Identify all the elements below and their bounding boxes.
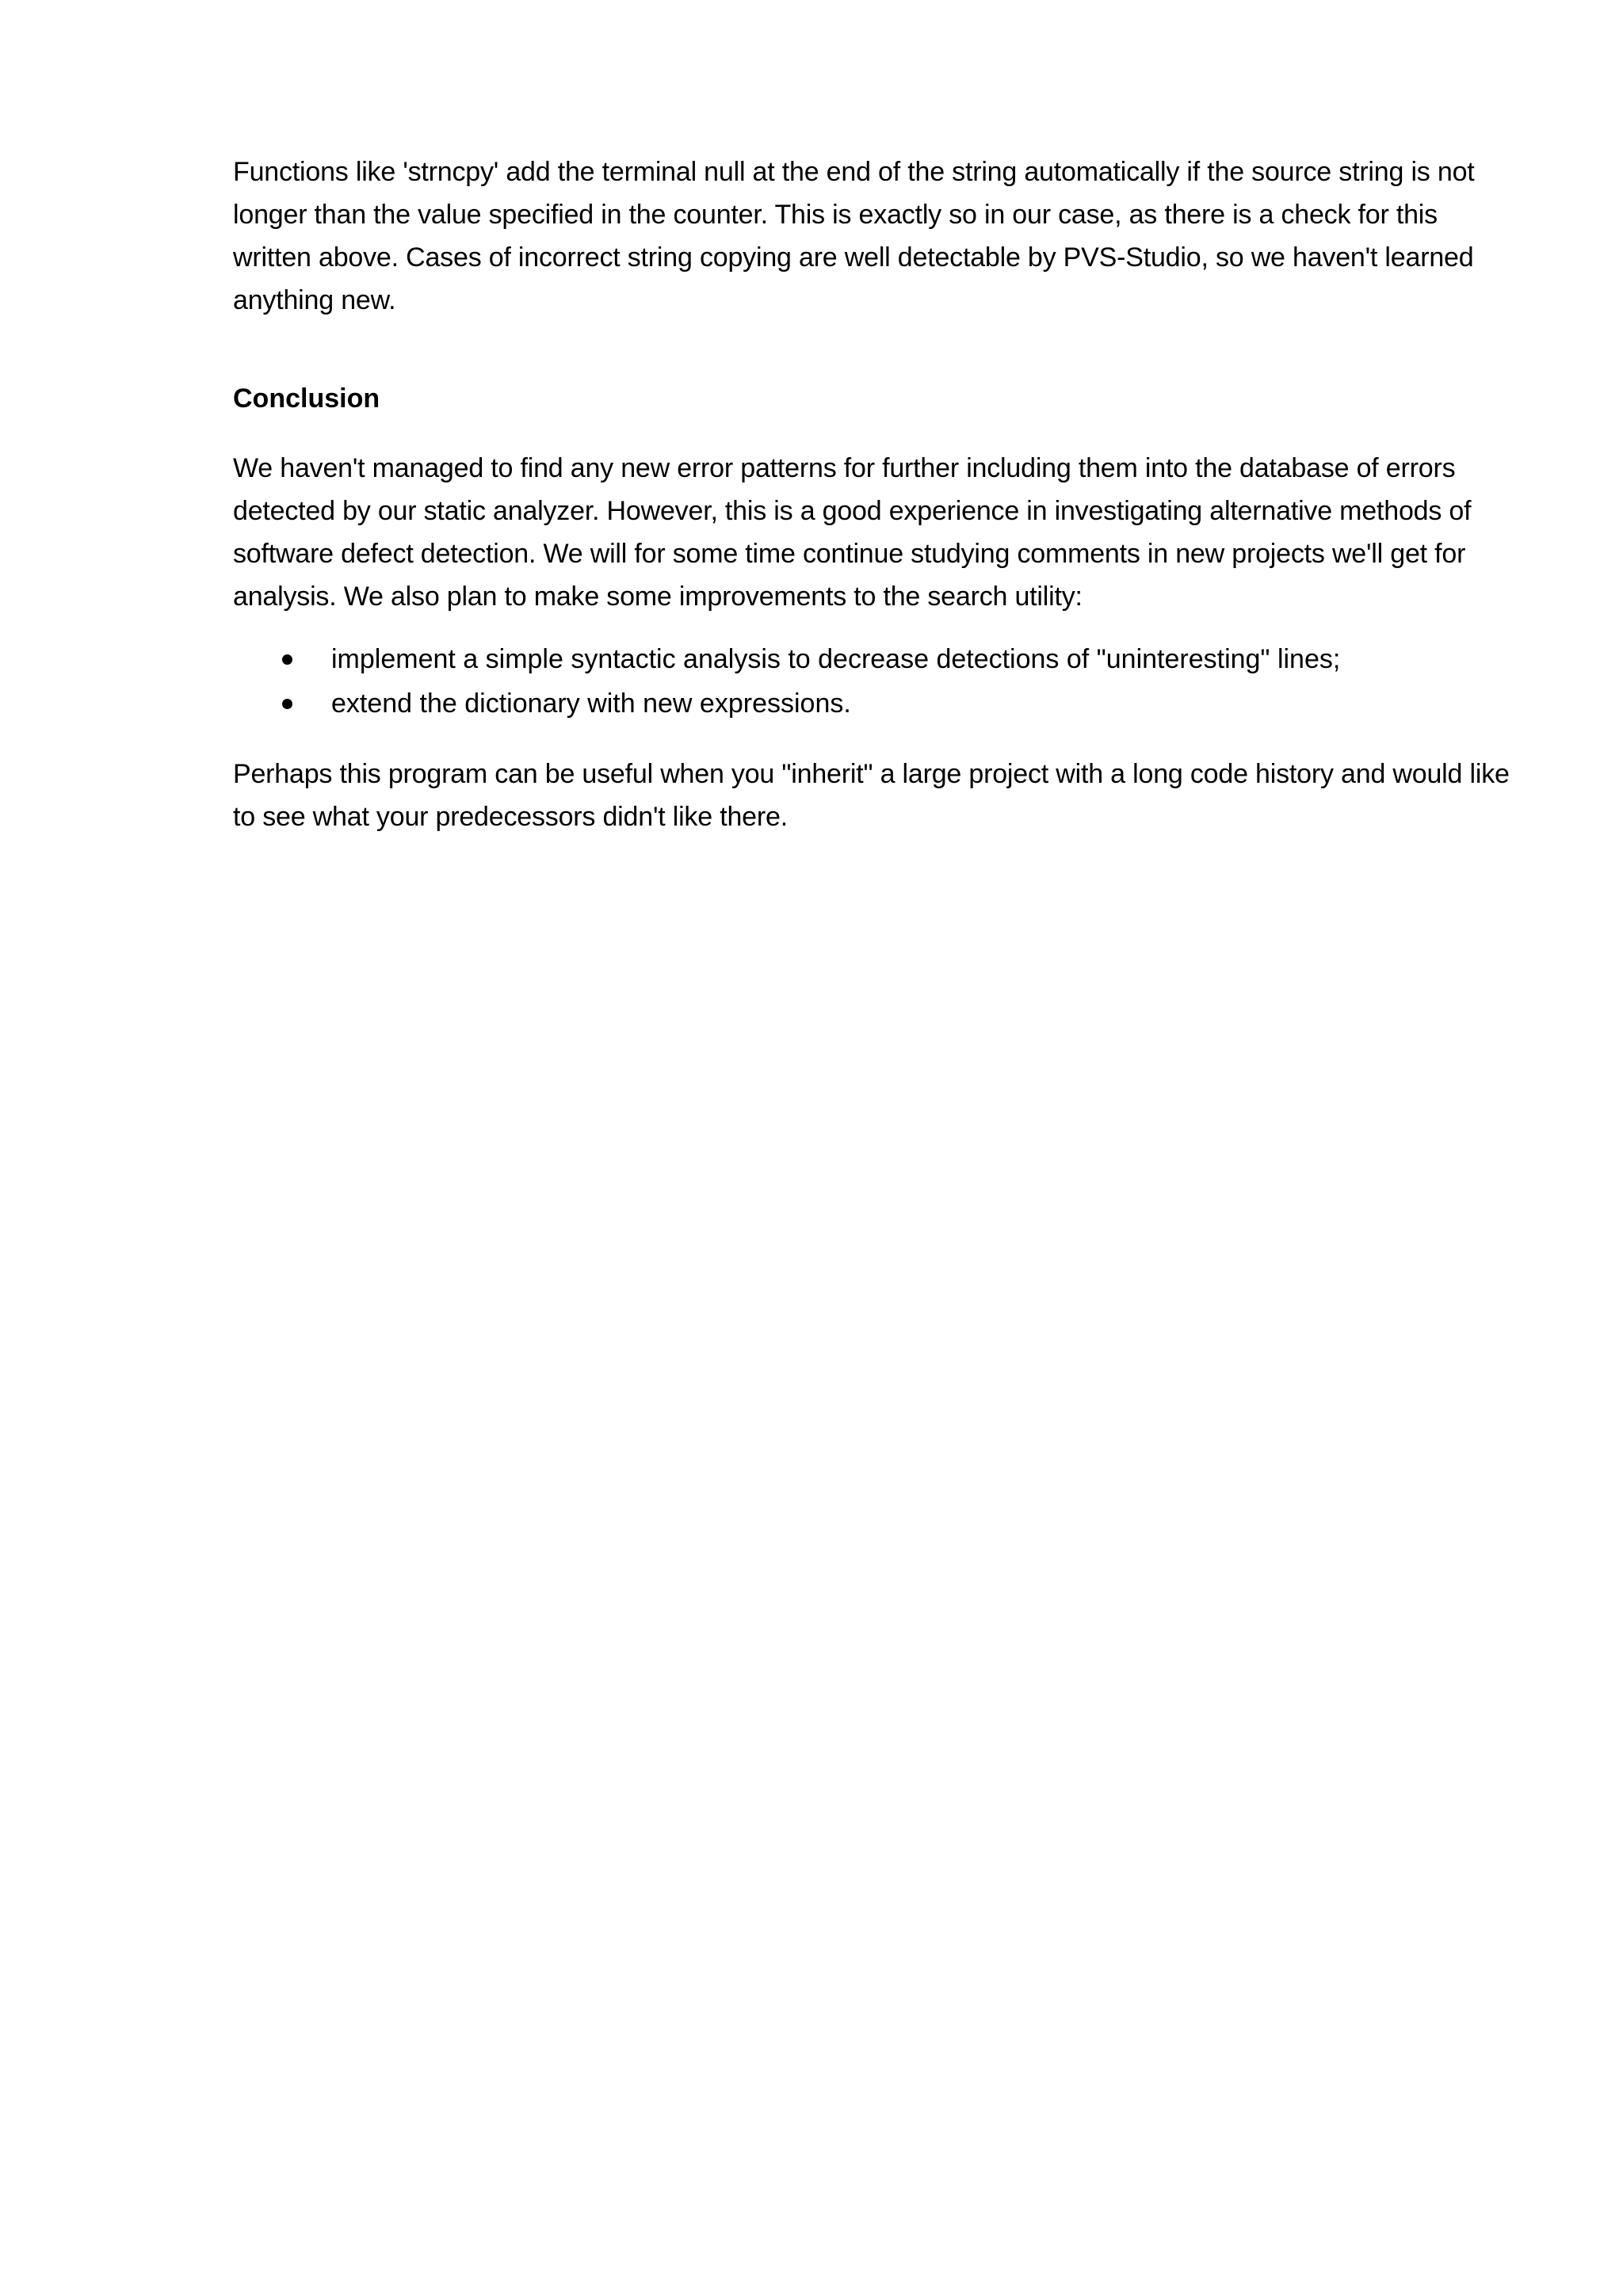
section-heading-conclusion: Conclusion [233,383,380,414]
bullet-icon [282,699,292,709]
improvements-list [233,637,1510,726]
paragraph-strncpy: Functions like 'strncpy' add the terminal null at the end of the string automatically if the source string is not longer than the value specified in the counter. This is exactly so in our case, as there is a check for this written above. Cases of incorrect string copying are well detectable by PVS-Studio, so we haven't learned anything new. [233,157,1475,315]
paragraph-conclusion: We haven't managed to find any new error patterns for further including them into the database of errors detected by our static analyzer. However, this is a good experience in investigating alternative methods of software defect detection. We will for some time continue studying comments in new projects we'll get for analysis. We also plan to make some improvements to the search utility: [233,453,1472,612]
paragraph-closing: Perhaps this program can be useful when you "inherit" a large project with a long code history and would like to see what your predecessors didn't like there. [233,759,1510,832]
list-item [233,681,1510,726]
list-item-text: implement a simple syntactic analysis to decrease detections of "uninteresting" lines; [331,644,1341,674]
list-item [233,637,1510,681]
bullet-icon [282,654,292,665]
list-item-text: extend the dictionary with new expressions. [331,688,851,719]
document-body [233,151,1510,838]
